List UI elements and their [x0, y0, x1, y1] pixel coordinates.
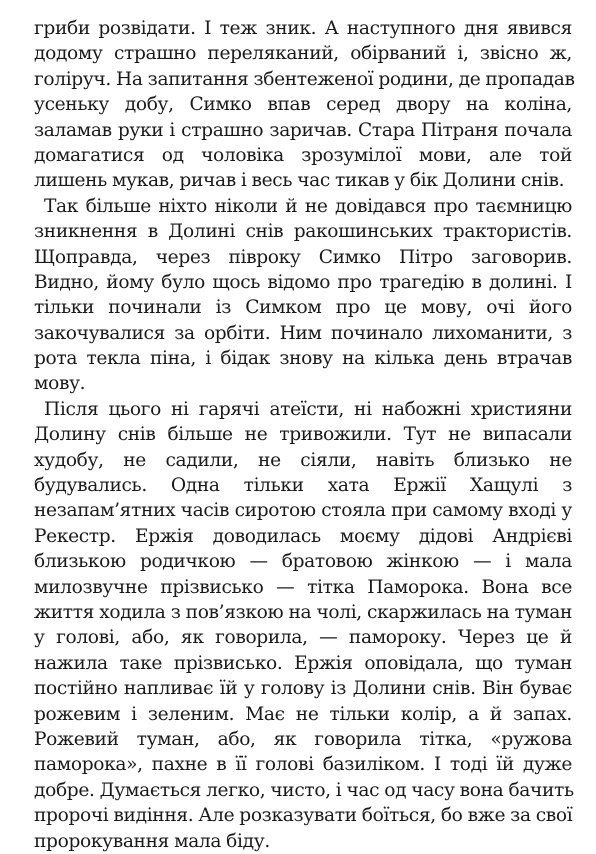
text-line: Рожевий туман, або, як говорила тітка, «ружова	[34, 728, 572, 750]
text-line: Рекестр. Ержія доводилась моєму дідові Андрієві	[34, 525, 572, 547]
text-line: Так більше ніхто ніколи й не довідався про таємницю	[44, 195, 572, 217]
text-line: усеньку добу, Симко впав серед двору на коліна,	[34, 94, 572, 116]
text-line: рота текла піна, і бідак знову на кілька день втрачав	[34, 348, 572, 370]
text-line: зникнення в Долині снів ракошинських трактористів.	[34, 221, 572, 243]
text-line: нажила таке прізвисько. Ержія оповідала, що туман	[34, 652, 572, 674]
text-line: незапам’ятних часів сиротою стояла при самому вході у	[34, 500, 572, 522]
text-line: пророчі видіння. Але розказувати боїться, бо вже за свої	[34, 805, 573, 827]
text-line: заламав руки і страшно заричав. Стара Пітраня почала	[34, 119, 572, 141]
paragraph-2	[34, 194, 572, 397]
text-line: будувались. Одна тільки хата Ержії Хащулі з	[34, 475, 572, 497]
text-line: лишень мукав, ричав і весь час тикав у бік Долини снів.	[34, 170, 565, 192]
text-line: домагатися од чоловіка зрозумілої мови, але той	[34, 144, 572, 166]
text-line: близькою родичкою — братовою жінкою — і мала	[34, 551, 572, 573]
text-line: Щоправда, через півроку Симко Пітро заговорив.	[34, 246, 572, 268]
paragraph-1	[34, 16, 575, 194]
text-line: добре. Думається легко, чисто, і час од часу вона бачить	[34, 779, 574, 801]
text-line: паморока», пахне в її голові базиліком. І тоді їй дуже	[34, 754, 572, 776]
text-line: голіруч. На запитання збентеженої родини, де пропадав	[34, 68, 575, 90]
text-line: Долину снів більше не тривожили. Тут не випасали	[34, 424, 572, 446]
text-line: закочувалися за орбіти. Ним починало лихоманити, з	[34, 322, 572, 344]
text-line: постійно напливає їй у голову із Долини снів. Він буває	[34, 678, 572, 700]
text-line: худобу, не садили, не сіяли, навіть близько не	[34, 449, 572, 471]
text-line: мову.	[34, 373, 86, 395]
text-line: пророкування мала біду.	[34, 830, 270, 852]
book-page	[34, 16, 575, 854]
text-line: милозвучне прізвисько — тітка Паморока. Вона все	[34, 576, 572, 598]
paragraph-3	[34, 397, 572, 854]
text-line: Видно, йому було щось відомо про трагедію в долині. І	[34, 271, 572, 293]
text-line: тільки починали із Симком про це мову, очі його	[34, 297, 572, 319]
text-line: додому страшно переляканий, обірваний і, звісно ж,	[34, 43, 572, 65]
text-line: у голові, або, як говорила, — памороку. Через це й	[34, 627, 572, 649]
text-line: гриби розвідати. І теж зник. А наступного дня явився	[34, 18, 572, 39]
text-line: Після цього ні гарячі атеїсти, ні набожні християни	[44, 398, 572, 420]
text-line: життя ходила з пов’язкою на чолі, скаржилась на туман	[34, 601, 572, 623]
text-line: рожевим і зеленим. Має не тільки колір, а й запах.	[34, 703, 572, 725]
